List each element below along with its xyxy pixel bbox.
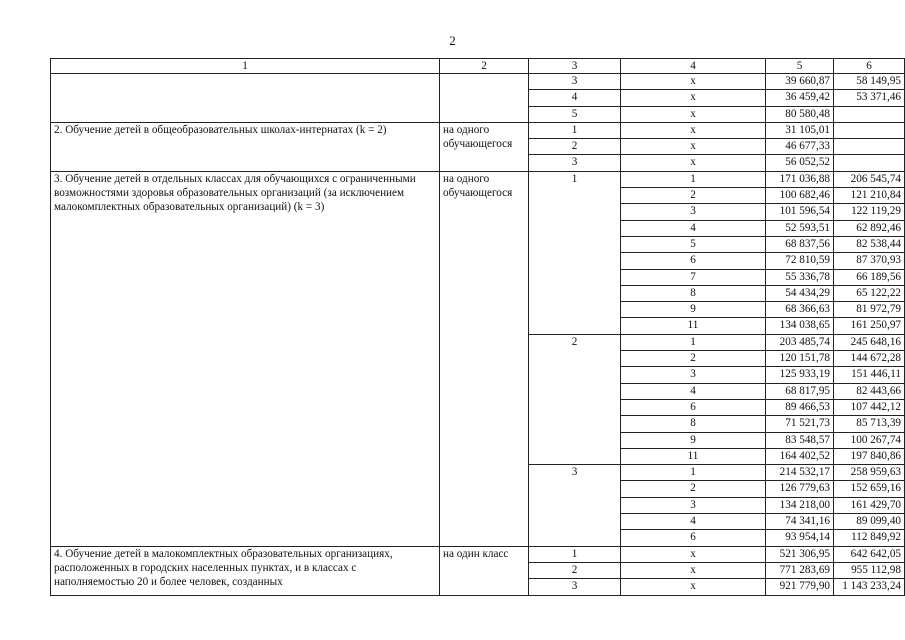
table-row xyxy=(51,546,905,562)
col4-cell: 8 xyxy=(621,416,766,432)
col5-value: 120 151,78 xyxy=(766,351,834,367)
col4-cell: 11 xyxy=(621,318,766,334)
unit-label: на одного обучающегося xyxy=(440,171,529,546)
col4-cell: 3 xyxy=(621,497,766,513)
col5-value: 83 548,57 xyxy=(766,432,834,448)
col6-value: 107 442,12 xyxy=(834,399,905,415)
col5-value: 101 596,54 xyxy=(766,204,834,220)
col4-cell: 2 xyxy=(621,188,766,204)
col6-value: 151 446,11 xyxy=(834,367,905,383)
col5-value: 72 810,59 xyxy=(766,253,834,269)
service-label: 3. Обучение детей в отдельных классах для обучающихся с ограниченными возможностями здоровья образовательных организаций (за исключением малокомплектных образовательных организаций) (k = 3) xyxy=(51,171,440,546)
header-cell: 2 xyxy=(440,59,529,74)
col4-cell: 4 xyxy=(621,220,766,236)
col5-value: 203 485,74 xyxy=(766,334,834,350)
col6-value: 258 959,63 xyxy=(834,465,905,481)
service-label xyxy=(51,74,440,123)
table-body xyxy=(51,59,905,596)
col6-value: 161 250,97 xyxy=(834,318,905,334)
col4-cell: 5 xyxy=(621,236,766,252)
col4-cell: 3 xyxy=(621,204,766,220)
col3-cell: 4 xyxy=(529,90,621,106)
unit-label: на один класс xyxy=(440,546,529,595)
col6-value: 642 642,05 xyxy=(834,546,905,562)
header-cell: 3 xyxy=(529,59,621,74)
col4-cell: 8 xyxy=(621,285,766,301)
col3-cell: 3 xyxy=(529,579,621,595)
header-cell: 4 xyxy=(621,59,766,74)
col4-cell: 4 xyxy=(621,383,766,399)
header-cell: 6 xyxy=(834,59,905,74)
col6-value: 82 443,66 xyxy=(834,383,905,399)
col5-value: 36 459,42 xyxy=(766,90,834,106)
unit-label xyxy=(440,74,529,123)
col5-value: 31 105,01 xyxy=(766,122,834,138)
col3-cell: 1 xyxy=(529,546,621,562)
col3-cell: 2 xyxy=(529,562,621,578)
col4-cell: 1 xyxy=(621,334,766,350)
col6-value: 121 210,84 xyxy=(834,188,905,204)
standards-table xyxy=(50,58,905,596)
col6-value: 122 119,29 xyxy=(834,204,905,220)
col6-value: 65 122,22 xyxy=(834,285,905,301)
col6-value xyxy=(834,139,905,155)
col4-cell: 9 xyxy=(621,302,766,318)
col4-cell: 11 xyxy=(621,448,766,464)
col3-cell: 5 xyxy=(529,106,621,122)
col3-cell: 1 xyxy=(529,171,621,334)
col4-cell: х xyxy=(621,546,766,562)
col5-value: 171 036,88 xyxy=(766,171,834,187)
col5-value: 46 677,33 xyxy=(766,139,834,155)
col6-value xyxy=(834,155,905,171)
header-cell: 1 xyxy=(51,59,440,74)
page-number: 2 xyxy=(449,33,456,48)
col6-value: 152 659,16 xyxy=(834,481,905,497)
col5-value: 68 817,95 xyxy=(766,383,834,399)
col3-cell: 3 xyxy=(529,465,621,546)
col5-value: 100 682,46 xyxy=(766,188,834,204)
col6-value: 161 429,70 xyxy=(834,497,905,513)
col6-value: 100 267,74 xyxy=(834,432,905,448)
col5-value: 68 366,63 xyxy=(766,302,834,318)
col6-value xyxy=(834,106,905,122)
header-row xyxy=(51,59,905,74)
col4-cell: х xyxy=(621,106,766,122)
table-row xyxy=(51,171,905,187)
col4-cell: 6 xyxy=(621,253,766,269)
col4-cell: 6 xyxy=(621,530,766,546)
col5-value: 54 434,29 xyxy=(766,285,834,301)
col4-cell: х xyxy=(621,90,766,106)
table-row xyxy=(51,122,905,138)
col3-cell: 3 xyxy=(529,155,621,171)
col4-cell: х xyxy=(621,122,766,138)
table-row xyxy=(51,74,905,90)
col6-value: 144 672,28 xyxy=(834,351,905,367)
col6-value: 62 892,46 xyxy=(834,220,905,236)
col6-value: 955 112,98 xyxy=(834,562,905,578)
col5-value: 56 052,52 xyxy=(766,155,834,171)
col4-cell: 4 xyxy=(621,514,766,530)
col5-value: 921 779,90 xyxy=(766,579,834,595)
col5-value: 89 466,53 xyxy=(766,399,834,415)
col5-value: 68 837,56 xyxy=(766,236,834,252)
col4-cell: 9 xyxy=(621,432,766,448)
col5-value: 134 218,00 xyxy=(766,497,834,513)
col6-value: 85 713,39 xyxy=(834,416,905,432)
col4-cell: х xyxy=(621,562,766,578)
col4-cell: 7 xyxy=(621,269,766,285)
header-cell: 5 xyxy=(766,59,834,74)
col5-value: 93 954,14 xyxy=(766,530,834,546)
col3-cell: 1 xyxy=(529,122,621,138)
col6-value: 112 849,92 xyxy=(834,530,905,546)
col5-value: 125 933,19 xyxy=(766,367,834,383)
col5-value: 74 341,16 xyxy=(766,514,834,530)
col6-value: 81 972,79 xyxy=(834,302,905,318)
col6-value: 66 189,56 xyxy=(834,269,905,285)
col5-value: 134 038,65 xyxy=(766,318,834,334)
col5-value: 521 306,95 xyxy=(766,546,834,562)
col5-value: 214 532,17 xyxy=(766,465,834,481)
col6-value xyxy=(834,122,905,138)
col4-cell: х xyxy=(621,579,766,595)
col5-value: 39 660,87 xyxy=(766,74,834,90)
col5-value: 52 593,51 xyxy=(766,220,834,236)
unit-label: на одного обучающегося xyxy=(440,122,529,171)
col5-value: 55 336,78 xyxy=(766,269,834,285)
col5-value: 80 580,48 xyxy=(766,106,834,122)
col4-cell: х xyxy=(621,139,766,155)
col6-value: 197 840,86 xyxy=(834,448,905,464)
col5-value: 771 283,69 xyxy=(766,562,834,578)
col4-cell: х xyxy=(621,155,766,171)
col6-value: 1 143 233,24 xyxy=(834,579,905,595)
col4-cell: 6 xyxy=(621,399,766,415)
col4-cell: х xyxy=(621,74,766,90)
col6-value: 245 648,16 xyxy=(834,334,905,350)
col3-cell: 2 xyxy=(529,139,621,155)
col6-value: 89 099,40 xyxy=(834,514,905,530)
col6-value: 58 149,95 xyxy=(834,74,905,90)
col4-cell: 1 xyxy=(621,465,766,481)
col6-value: 53 371,46 xyxy=(834,90,905,106)
service-label: 4. Обучение детей в малокомплектных образовательных организациях, расположенных в городских населенных пунктах, и в классах с наполняемостью 20 и более человек, созданных xyxy=(51,546,440,595)
col5-value: 126 779,63 xyxy=(766,481,834,497)
col6-value: 206 545,74 xyxy=(834,171,905,187)
col4-cell: 1 xyxy=(621,171,766,187)
col3-cell: 3 xyxy=(529,74,621,90)
col3-cell: 2 xyxy=(529,334,621,464)
col4-cell: 2 xyxy=(621,481,766,497)
col6-value: 82 538,44 xyxy=(834,236,905,252)
service-label: 2. Обучение детей в общеобразовательных школах-интернатах (k = 2) xyxy=(51,122,440,171)
col5-value: 71 521,73 xyxy=(766,416,834,432)
col6-value: 87 370,93 xyxy=(834,253,905,269)
col4-cell: 2 xyxy=(621,351,766,367)
col5-value: 164 402,52 xyxy=(766,448,834,464)
col4-cell: 3 xyxy=(621,367,766,383)
